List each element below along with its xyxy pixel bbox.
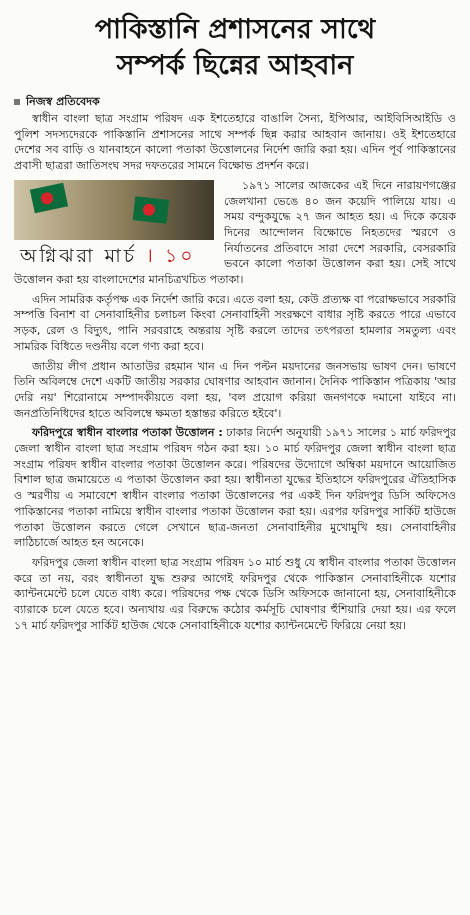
paragraph-2: ১৯৭১ সালের আজকের এই দিনে নারায়ণগঞ্জের জেলখানা ভেঙে ৪০ জন কয়েদি পালিয়ে যায়। এ সময় বন্দুকযুদ্ধে ২৭ জন আহত হয়। এ দিকে কয়েক দিনের আন্দোলন বিক্ষোভে নিহতদের স্মরণে ও নির্যাতনের প্রতিবাদে সারা দেশে সরকারি, বেসরকারি ভবনে কালো পতাকা উত্তোলন করা হয়। সেই সাথে উত্তোলন করা হয় বাংলাদেশের মানচিত্রখচিত পতাকা। bbox=[14, 178, 456, 287]
series-number: ১০ bbox=[164, 244, 196, 267]
headline-line-2: সম্পর্ক ছিন্নের আহবান bbox=[116, 50, 354, 81]
byline bbox=[14, 94, 456, 110]
series-separator: । bbox=[137, 244, 165, 267]
paragraph-3: এদিন সামরিক কর্তৃপক্ষ এক নির্দেশ জারি করে। এতে বলা হয়, কেউ প্রত্যক্ষ বা পরোক্ষভাবে সরকারি সম্পত্তি বিনাশ বা সেনাবাহিনীর চলাচল কিংবা সেনাবাহিনী সংরক্ষণে বাধার সৃষ্টি করতে পারে এভাবে সড়ক, রেল ও বিদ্যুৎ, পানি সরবরাহে অন্তরায় সৃষ্টি করলে তাদের তৎপরতা হামলার সমতুল্য এবং সামরিক বিধিতে দণ্ডনীয় বলে গণ্য করা হবে। bbox=[14, 292, 456, 353]
paragraph-5 bbox=[14, 425, 456, 551]
flag-photo bbox=[14, 180, 214, 240]
paragraph-1: স্বাধীন বাংলা ছাত্র সংগ্রাম পরিষদ এক ইশতেহারে বাঙালি সৈন্য, ইপিআর, আইবিসিআইডি ও পুলিশ সদস্যদেরকে পাকিস্তানি প্রশাসনের সাথে সম্পর্ক ছিন্ন করার আহবান জানায়। ওই ইশতেহারে দেশের সব বাড়ি ও যানবাহনে কালো পতাকা উত্তোলনের নির্দেশ জারি করা হয়। এদিন পূর্ব পাকিস্তানের প্রবাসী ছাত্ররা জাতিসংঘ সদর দফতরের সামনে বিক্ষোভ প্রদর্শন করে। bbox=[14, 112, 456, 173]
paragraph-5-text: ঢাকার নির্দেশ অনুযায়ী ১৯৭১ সালের ১ মার্চ ফরিদপুর জেলা স্বাধীন বাংলা ছাত্র সংগ্রাম পরিষদ গঠন করা হয়। ১০ মার্চ ফরিদপুর জেলা স্বাধীন বাংলা ছাত্র সংগ্রাম পরিষদ স্বাধীন বাংলার পতাকা উত্তোলন করে। পরিষদের উদ্যোগে অম্বিকা ময়দানে আয়োজিত বিশাল ছাত্র জমায়েতে এ পতাকা উত্তোলন করা হয়। স্বাধীনতা যুদ্ধের ইতিহাসে ফরিদপুরের ঐতিহাসিক ও স্মরণীয় এ সমাবেশে স্বাধীন বাংলার পতাকা উত্তোলনের পর একই দিন ফরিদপুর ডিসি অফিসেও পাকিস্তানের পতাকা নামিয়ে স্বাধীন বাংলার পতাকা উত্তোলন করা হয়। এরপর ফরিদপুর সার্কিট হাউজে পতাকা উত্তোলন করতে গেলে সেখানে ছাত্র-জনতা সেনাবাহিনীর মুখোমুখি হয়। সেনাবাহিনীর লাঠিচার্জে আহত হন অনেকে। bbox=[14, 426, 456, 550]
headline-line-1: পাকিস্তানি প্রশাসনের সাথে bbox=[94, 14, 376, 45]
square-bullet-icon bbox=[14, 99, 20, 105]
series-banner bbox=[14, 180, 214, 266]
series-title bbox=[20, 242, 196, 274]
subheading: ফরিদপুরে স্বাধীন বাংলার পতাকা উত্তোলন : bbox=[32, 426, 223, 440]
paragraph-6: ফরিদপুর জেলা স্বাধীন বাংলা ছাত্র সংগ্রাম পরিষদ ১০ মার্চ শুধু যে স্বাধীন বাংলার পতাকা উত্তোলন করে তা নয়, বরং স্বাধীনতা যুদ্ধ শুরুর আগেই ফরিদপুর থেকে পাকিস্তান সেনাবাহিনীকে যশোর ক্যান্টনমেন্টে চলে যেতে বাধ্য করে। পরিষদের পক্ষ থেকে ডিসি অফিসকে জানানো হয়, সেনাবাহিনীকে ব্যারাকে চলে যেতে হবে। অন্যথায় এর বিরুদ্ধে কঠোর কর্মসূচি ঘোষণার হুঁশিয়ারি দেয়া হয়। এর ফলে ১৭ মার্চ ফরিদপুর সার্কিট হাউজ থেকে সেনাবাহিনীকে যশোর ক্যান্টনমেন্টে ফিরিয়ে নেয়া হয়। bbox=[14, 555, 456, 632]
byline-text: নিজস্ব প্রতিবেদক bbox=[26, 95, 100, 108]
series-name: অগ্নিঝরা মার্চ bbox=[20, 244, 137, 267]
flag-icon bbox=[133, 196, 169, 223]
headline bbox=[14, 0, 456, 84]
paragraph-4: জাতীয় লীগ প্রধান আতাউর রহমান খান এ দিন পল্টন ময়দানের জনসভায় ভাষণ দেন। ভাষণে তিনি অবিলম্বে দেশে একটি জাতীয় সরকার ঘোষণার আহবান জানান। দৈনিক পাকিস্তান পত্রিকায় 'আর দেরি নয়' শিরোনামে সম্পাদকীয়তে বলা হয়, 'বল প্রয়োগ করিয়া জনগণকে দমানো যাইবে না। জনপ্রতিনিধিদের হাতে অবিলম্বে ক্ষমতা হস্তান্তর করিতে হইবে'। bbox=[14, 359, 456, 420]
flag-icon bbox=[30, 183, 68, 214]
